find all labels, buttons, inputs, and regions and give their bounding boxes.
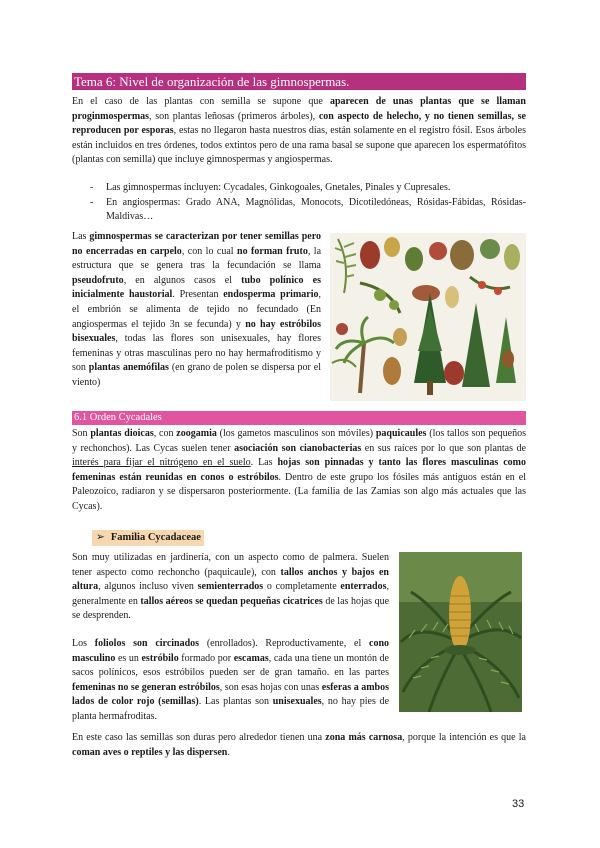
gymnosperm-paragraph: Las gimnospermas se caracterizan por tener semillas pero no encerradas en carpelo, con lo cual no forman fruto, la estructura que se genera tras la fecundación se llama pseudofruto, en algunos casos el tubo polínico es inicialmente haustorial. Presentan endosperma primario, el embrión se alimenta de tejido no fecundado (En angiospermas el tejido 3n se fecunda) y no hay estróbilos bisexuales, todas las flores son unisexuales, hay flores femeninas y otras masculinas pero no hay hermafroditismo y son plantas anemófilas (en grano de polen se dispersa por el viento) [72,231,322,388]
list-item: - Las gimnospermas incluyen: Cycadales, Ginkogoales, Gnetales, Pinales y Cupresales. [90,181,526,196]
chapter-title: Tema 6: Nivel de organización de las gimnospermas. [72,73,526,90]
cycadaceae-paragraph-2: Los foliolos son circinados (enrollados). Reproductivamente, el cono masculino es un estróbilo formado por escamas, cada una tiene un montón de sacos polínicos, esos estróbilos pueden ser de gran tamaño. en las partes femeninas no se generan estróbilos, son esas hojas con unas esferas a ambos lados de color rojo (semillas). Las plantas son unisexuales, no hay pies de planta hermafroditas. [72,638,390,722]
page-number: 33 [512,798,525,810]
gymnosperm-illustration [330,233,526,401]
cycadaceae-paragraph-1: Son muy utilizadas en jardinería, con un aspecto como de palmera. Suelen tener aspecto como rechoncho (paquicaule), con tallos anchos y bajos en altura, algunos incluso viven semienterrados o completamente enterrados, generalmente en tallos aéreos se quedan pequeñas cicatrices de las hojas que se desprenden. [72,552,390,622]
closing-paragraph: En este caso las semillas son duras pero alrededor tienen una zona más carnosa, porque la intención es que la coman aves o reptiles y las dispersen. [72,732,526,758]
intro-paragraph: En el caso de las plantas con semilla se supone que aparecen de unas plantas que se llaman proginmospermas, son plantas leñosas (primeros árboles), con aspecto de helecho, y no tienen semillas, se reproducen por esporas, estas no llegaron hasta nuestros días, están solamente en el registro fósil. Esos árboles están incluidos en tres órdenes, todos extintos pero de una rama basal se supone que aparecen los espermatófitos (plantas con semilla) que incluye gimnospermas y angiospermas. [72,96,527,166]
section-heading: 6.1 Orden Cycadales [72,411,526,425]
family-heading: ➢ Familia Cycadaceae [92,530,204,546]
group-list [90,181,526,225]
arrow-icon: ➢ [96,532,105,543]
list-item: - En angiospermas: Grado ANA, Magnólidas, Monocots, Dicotiledóneas, Rósidas-Fábidas, Rósidas- Maldivas… [90,196,526,225]
cycad-photo [399,552,522,712]
cycadales-paragraph: Son plantas dioicas, con zoogamia (los gametos masculinos son móviles) paquicaules (los tallos son pequeños y rechonchos). Las Cycas suelen tener asociación son cianobacterias en sus raíces por lo que son plantas de interés para fijar el nitrógeno en el suelo. Las hojas son pinnadas y tanto las flores masculinas como femeninas están reunidas en conos o estróbilos. Dentro de este grupo los fósiles más antiguos están en el Paleozoico, radiaron y se dispersaron posteriormente. (La familia de las Zamias son algo más actuales que las Cycas). [72,428,526,512]
